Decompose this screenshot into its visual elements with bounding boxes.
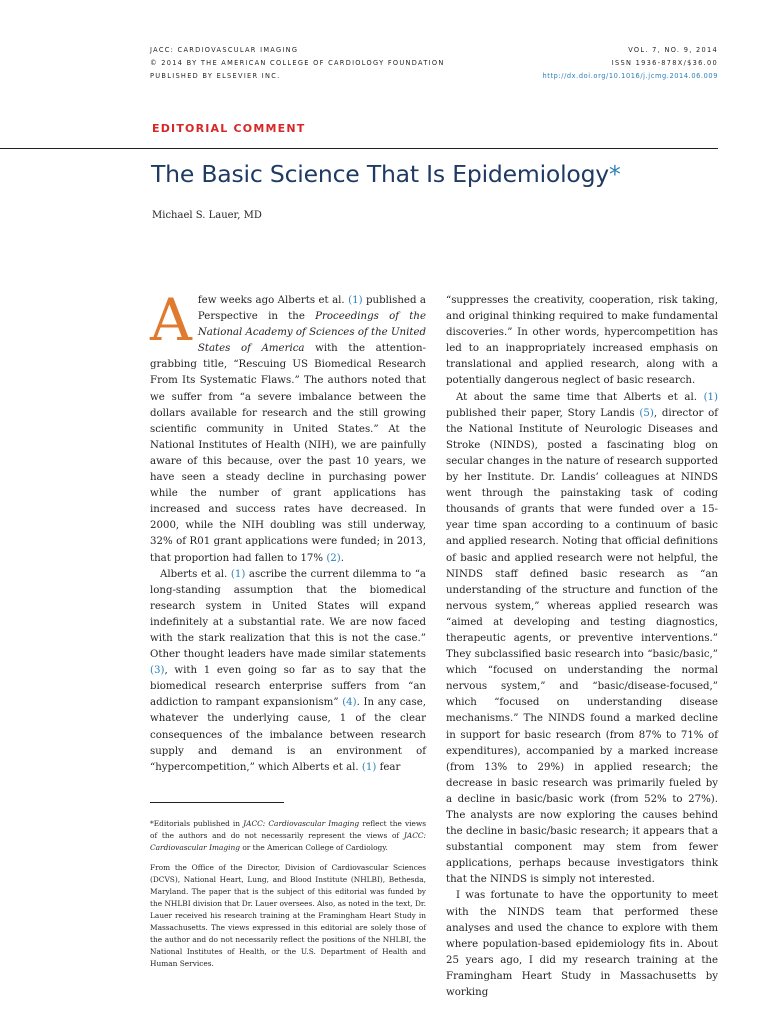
title-footnote-mark[interactable]: * [609, 160, 621, 188]
text-run: , with 1 even going so far as to say that the biomedical research enterprise suffers from “an addiction to rampant expansionism” [150, 665, 426, 709]
text-run: published a Perspective in the [197, 295, 426, 323]
paragraph [446, 390, 718, 889]
text-run: published their paper, Story Landis [446, 407, 640, 419]
journal-name: JACC: CARDIOVASCULAR IMAGING [150, 46, 299, 54]
issn-line: ISSN 1936-878X/$36.00 [611, 59, 718, 67]
section-label: EDITORIAL COMMENT [152, 122, 306, 135]
text-run: . [340, 552, 345, 564]
citation-link[interactable]: (1) [348, 295, 363, 306]
paragraph: “suppresses the creativity, cooperation, risk taking, and original thinking required to make fundamental discoveries.” In other words, hypercompetition has led to an inappropriately increased emphasis on translational and applied research, along with a potentially dangerous neglect of basic research. [446, 295, 718, 387]
footnote-divider [150, 802, 284, 803]
doi-link[interactable]: http://dx.doi.org/10.1016/j.jcmg.2014.06.009 [542, 72, 718, 80]
body-column-left [150, 286, 426, 776]
footnote-affiliation: From the Office of the Director, Division of Cardiovascular Sciences (DCVS), National Heart, Lung, and Blood Institute (NHLBI), Bethesda, Maryland. The paper that is the subject of this editorial was funded by the NHLBI division that Dr. Lauer oversees. Also, as noted in the text, Dr. Lauer received his research training at the Framingham Heart Study in Massachusetts. The views expressed in this editorial are solely those of the author and do not necessarily reflect the positions of the NHLBI, the National Institutes of Health, or the U.S. Department of Health and Human Services. [150, 863, 426, 968]
paragraph [150, 286, 426, 567]
publisher-line: PUBLISHED BY ELSEVIER INC. [150, 72, 281, 80]
journal-title-italic: JACC: Cardiovascular Imaging [150, 831, 426, 852]
volume-line: VOL. 7, NO. 9, 2014 [628, 46, 718, 54]
citation-link[interactable]: (5) [639, 407, 654, 419]
citation-link[interactable]: (2) [326, 552, 341, 564]
text-run: few weeks ago Alberts et al. [197, 295, 349, 306]
issue-info [543, 44, 719, 83]
journal-header [150, 44, 445, 83]
citation-link[interactable]: (1) [361, 761, 377, 773]
citation-link[interactable]: (4) [342, 697, 357, 709]
author-byline: Michael S. Lauer, MD [152, 210, 262, 221]
drop-cap: A [150, 286, 192, 354]
citation-link[interactable]: (3) [150, 665, 165, 677]
text-run: with the attention-grabbing title, “Rescuing US Biomedical Research From Its Systematic Flaws.” The authors noted that we suffer from “a severe imbalance between the dollars available for research and the still growing scientific community in United States.” At the National Institutes of Health (NIH), we are painfully aware of this because, over the past 10 years, we have seen a steady decline in purchasing power while the number of grant applications has increased and success rates have decreased. In 2000, while the NIH doubling was still underway, 32% of R01 grant applications were funded; in 2013, that proportion had fallen to 17% [150, 343, 426, 564]
citation-link[interactable]: (1) [703, 391, 718, 403]
title-text: The Basic Science That Is Epidemiology [151, 160, 610, 188]
journal-title-italic: JACC: Cardiovascular Imaging [243, 819, 360, 828]
text-run: Alberts et al. [160, 568, 231, 580]
text-run: fear [376, 761, 401, 773]
paragraph [150, 567, 426, 776]
citation-link[interactable]: (1) [230, 568, 246, 580]
text-run: ascribe the current dilemma to “a long-standing assumption that the biomedical research system in United States will expand indefinitely at a substantial rate. We are now faced with the stark realization that this is not the case.” Other thought leaders have made similar statements [150, 568, 426, 661]
paragraph: I was fortunate to have the opportunity to meet with the NINDS team that performed these analyses and used the chance to explore with them where population-based epidemiology fits in. About 25 years ago, I did my research training at the Framingham Heart Study in Massachusetts by working [446, 890, 718, 999]
footnotes [150, 818, 426, 978]
text-run: or the American College of Cardiology. [239, 843, 388, 852]
footnote-editorial [150, 818, 426, 854]
article-title [151, 160, 621, 188]
text-run: . In any case, whatever the underlying cause, 1 of the clear consequences of the imbalance between research supply and demand is an environment of “hypercompetition,” which Alberts et al. [150, 697, 426, 773]
copyright-line: © 2014 BY THE AMERICAN COLLEGE OF CARDIOLOGY FOUNDATION [150, 59, 445, 67]
body-column-right [446, 293, 718, 1001]
text-run: , director of the National Institute of Neurologic Diseases and Stroke (NINDS), posted a fascinating blog on secular changes in the nature of research supported by her Institute. Dr. Landis’ colleagues at NINDS went through the painstaking task of coding thousands of grants that were funded over a 15-year time span according to a continuum of basic and applied research. Noting that official definitions of basic and applied research were not helpful, the NINDS staff defined basic research as “an understanding of the structure and function of the nervous system,” whereas applied research was “aimed at developing and testing diagnostics, therapeutic agents, or preventive interventions.” They subclassified basic research into “basic/basic,” which “focused on understanding the normal nervous system,” and “basic/disease-focused,” which “focused on understanding disease mechanisms.” The NINDS found a marked decline in support for basic research (from 87% to 71% of expenditures), accompanied by a marked increase (from 13% to 29%) in applied research; the decrease in basic research was primarily fueled by a decline in basic/basic work (from 52% to 27%). The analysts are now exploring the causes behind the decline in basic/basic research; it appears that a substantial component may stem from fewer applications, perhaps because investigators think that the NINDS is simply not interested. [446, 407, 718, 886]
text-run: *Editorials published in [150, 819, 244, 828]
journal-title-italic: Proceedings of the National Academy of Sciences of the United States of America [197, 311, 426, 355]
section-divider [0, 148, 718, 149]
text-run: reflect the views of the authors and do not necessarily represent the views of [150, 819, 426, 840]
text-run: At about the same time that Alberts et al. [456, 391, 704, 403]
